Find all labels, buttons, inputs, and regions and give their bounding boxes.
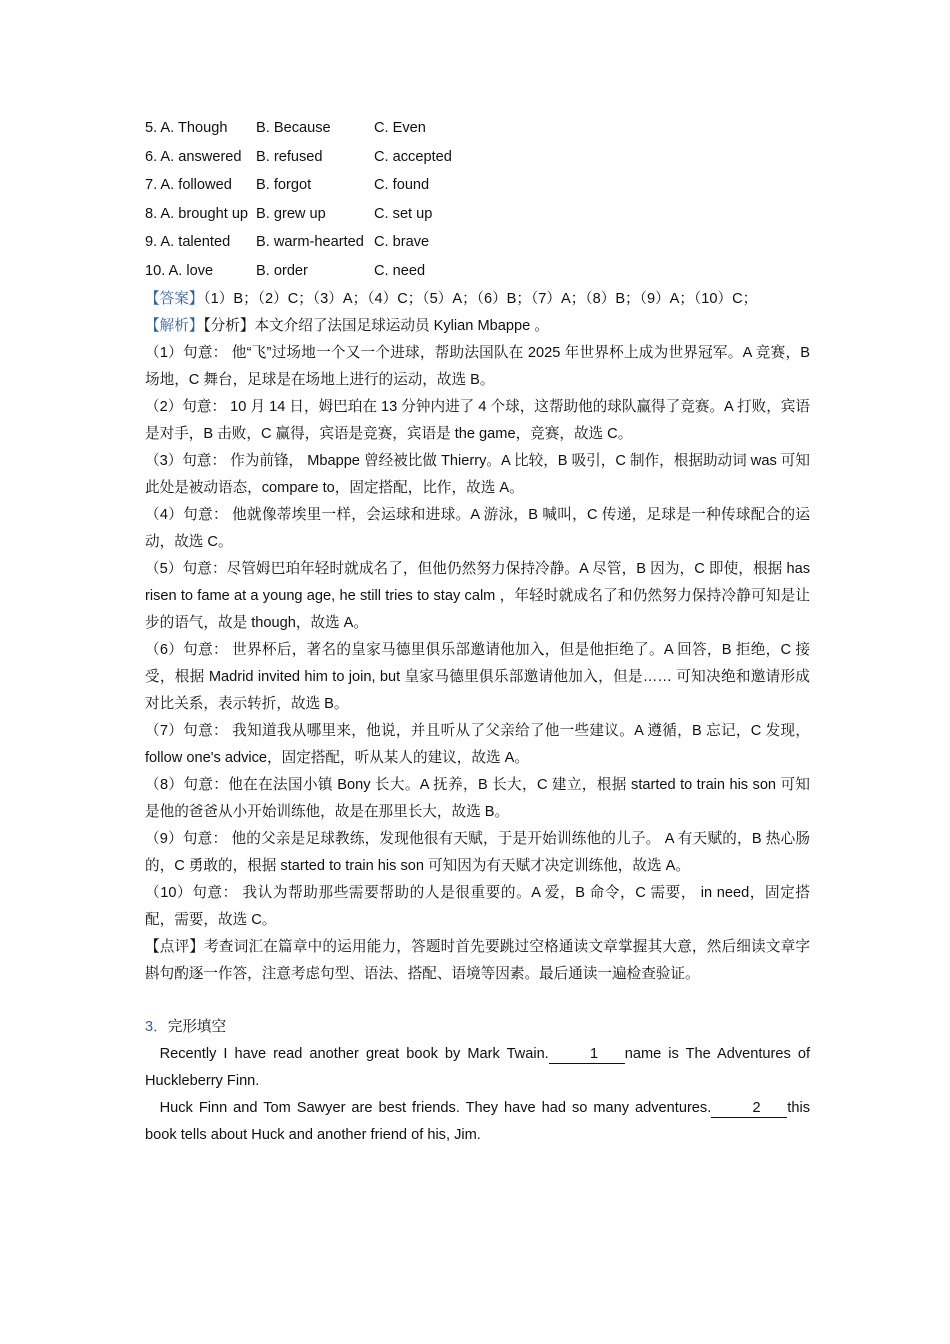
- option-b: B. grew up: [256, 205, 326, 222]
- question-number: 3．: [145, 1018, 168, 1035]
- document-content: [145, 114, 810, 1149]
- option-a: 10. A. love: [145, 262, 214, 279]
- option-b: B. forgot: [256, 177, 312, 194]
- option-a: 5. A. Though: [145, 120, 228, 136]
- option-c: C. Even: [374, 120, 426, 136]
- option-c: C. accepted: [374, 148, 452, 165]
- analysis-item: （9）句意： 他的父亲是足球教练，发现他很有天赋，于是开始训练他的儿子。 A 有天赋的，B 热心肠的，C 勇敢的，根据 started to train his son 可知因为有天赋才决定训练他，故选 A。: [145, 830, 810, 874]
- option-c: C. need: [374, 262, 426, 279]
- question-title: 完形填空: [167, 1018, 227, 1035]
- analysis-item: （10）句意： 我认为帮助那些需要帮助的人是很重要的。A 爱，B 命令，C 需要， in need，固定搭配，需要，故选 C。: [145, 884, 810, 928]
- answer-label: 【答案】: [145, 290, 204, 307]
- option-row: [145, 171, 810, 200]
- analysis-intro-line: [145, 313, 810, 340]
- option-a: 8. A. brought up: [145, 205, 249, 222]
- answer-text: （1）B；（2）C；（3）A；（4）C；（5）A；（6）B；（7）A；（8）B；（9）A；（10）C；: [203, 290, 758, 307]
- analysis-item: （5）句意：尽管姆巴珀年轻时就成名了，但他仍然努力保持冷静。A 尽管，B 因为，C 即使，根据 has risen to fame at a young age, he still tries to stay calm ，年轻时就成名了和仍然努力保持冷静可知是让步的语气，故是 though，故选 A。: [145, 560, 810, 631]
- passage-paragraph: [145, 1041, 810, 1095]
- option-a: 9. A. talented: [145, 234, 231, 251]
- analysis-item: （3）句意： 作为前锋， Mbappe 曾经被比做 Thierry。A 比较，B 吸引，C 制作，根据助动词 was 可知此处是被动语态，compare to，固定搭配，比作，故选 A。: [145, 452, 810, 496]
- analysis-comment: 【点评】考查词汇在篇章中的运用能力，答题时首先要跳过空格通读文章掌握其大意，然后细读文章字斟句酌逐一作答，注意考虑句型、语法、搭配、语境等因素。最后通读一遍检查验证。: [145, 938, 810, 982]
- analysis-item: （2）句意： 10 月 14 日，姆巴珀在 13 分钟内进了 4 个球，这帮助他的球队赢得了竞赛。A 打败，宾语是对手，B 击败，C 赢得，宾语是竞赛，宾语是 the game，竞赛，故选 C。: [145, 398, 810, 442]
- question-heading: [145, 1014, 810, 1041]
- option-a: 6. A. answered: [145, 148, 242, 165]
- option-row: [145, 143, 810, 172]
- option-c: C. found: [374, 177, 430, 194]
- analysis-item: （8）句意：他在在法国小镇 Bony 长大。A 抚养，B 长大，C 建立，根据 started to train his son 可知是他的爸爸从小开始训练他，故是在那里长大，故选 B。: [145, 776, 810, 820]
- option-b: B. refused: [256, 148, 323, 165]
- blank-1: 1: [549, 1045, 625, 1064]
- option-row: [145, 200, 810, 229]
- analysis-label: 【解析】: [145, 317, 204, 334]
- passage-paragraph: [145, 1095, 810, 1149]
- option-b: B. Because: [256, 120, 331, 136]
- analysis-intro: 【分析】本文介绍了法国足球运动员 Kylian Mbappe 。: [203, 317, 549, 334]
- option-a: 7. A. followed: [145, 177, 232, 194]
- option-b: B. warm-hearted: [256, 234, 364, 251]
- passage-text: this book tells about Huck and another friend of his, Jim.: [145, 1099, 810, 1143]
- analysis-item: （4）句意： 他就像蒂埃里一样，会运球和进球。A 游泳，B 喊叫，C 传递，足球是一种传球配合的运动，故选 C。: [145, 506, 810, 550]
- analysis-item: （7）句意： 我知道我从哪里来，他说，并且听从了父亲给了他一些建议。A 遵循，B 忘记，C 发现，follow one's advice，固定搭配，听从某人的建议，故选 A。: [145, 722, 810, 766]
- passage-text: Huck Finn and Tom Sawyer are best friends. They have had so many adventures.: [159, 1099, 712, 1116]
- option-row: [145, 228, 810, 257]
- analysis-item: （6）句意： 世界杯后，著名的皇家马德里俱乐部邀请他加入，但是他拒绝了。A 回答，B 拒绝，C 接受，根据 Madrid invited him to join, but 皇家马德里俱乐部邀请他加入，但是…… 可知决绝和邀请形成对比关系，表示转折，故选 B。: [145, 641, 810, 712]
- passage-text: Recently I have read another great book by Mark Twain.: [159, 1045, 549, 1062]
- analysis-item: （1）句意： 他“飞”过场地一个又一个进球，帮助法国队在 2025 年世界杯上成为世界冠军。A 竞赛，B 场地，C 舞台，足球是在场地上进行的运动，故选 B。: [145, 344, 810, 388]
- option-row: [145, 257, 810, 286]
- option-b: B. order: [256, 262, 308, 279]
- option-row: [145, 114, 810, 143]
- option-c: C. set up: [374, 205, 433, 222]
- blank-2: 2: [711, 1099, 787, 1118]
- option-c: C. brave: [374, 234, 430, 251]
- answer-line: [145, 286, 810, 313]
- passage-text: name is The Adventures of Huckleberry Finn.: [145, 1045, 810, 1089]
- options-table: [145, 114, 810, 286]
- section-spacer: [145, 988, 810, 1014]
